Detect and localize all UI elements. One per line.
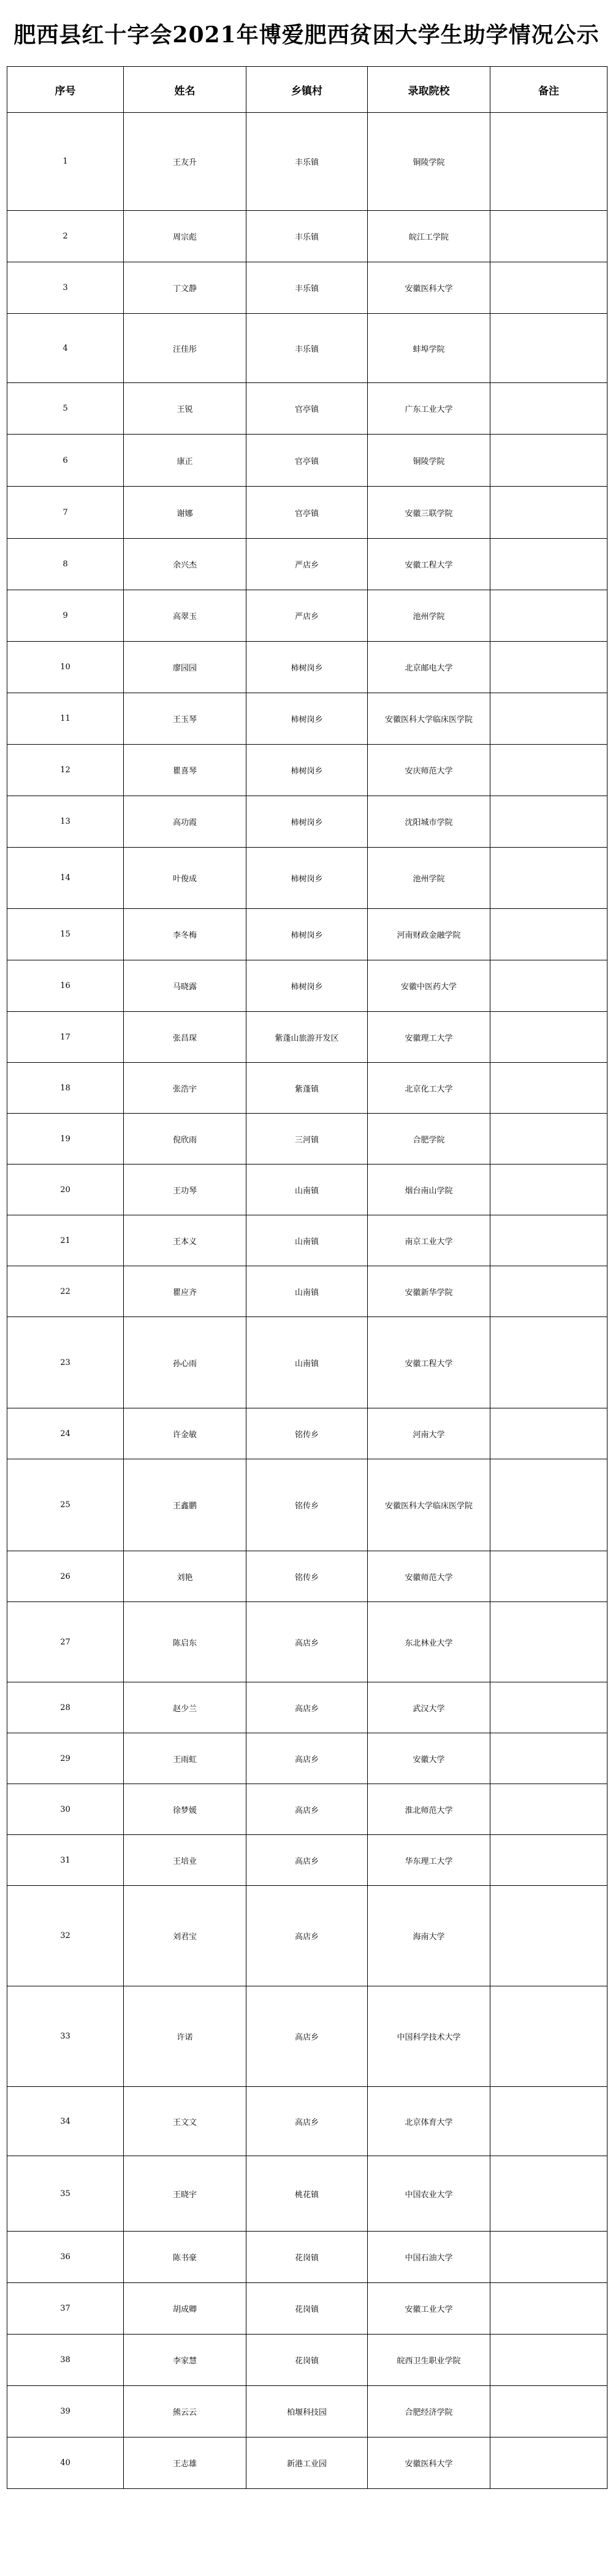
row-town-cell: 高店乡 bbox=[246, 1682, 368, 1733]
row-note-cell bbox=[490, 211, 607, 262]
header-school: 录取院校 bbox=[368, 67, 490, 113]
row-name-cell: 马晓露 bbox=[124, 960, 246, 1012]
row-town-cell: 柏堰科技园 bbox=[246, 2386, 368, 2437]
row-town-cell: 山南镇 bbox=[246, 1165, 368, 1215]
row-town-cell: 铭传乡 bbox=[246, 1408, 368, 1459]
row-town-cell: 铭传乡 bbox=[246, 1551, 368, 1602]
row-school-cell: 安徽医科大学 bbox=[368, 262, 490, 314]
row-school-cell: 中国科学技术大学 bbox=[368, 1986, 490, 2087]
row-town-cell: 桃花镇 bbox=[246, 2156, 368, 2232]
row-school-cell: 安徽新华学院 bbox=[368, 1266, 490, 1317]
row-no-cell: 6 bbox=[7, 435, 124, 487]
row-name-cell: 王晓宇 bbox=[124, 2156, 246, 2232]
row-town-cell: 高店乡 bbox=[246, 2087, 368, 2156]
row-school-cell: 池州学院 bbox=[368, 590, 490, 642]
row-no-cell: 40 bbox=[7, 2437, 124, 2489]
row-name-cell: 王锐 bbox=[124, 383, 246, 435]
row-school-cell: 中国农业大学 bbox=[368, 2156, 490, 2232]
row-note-cell bbox=[490, 2087, 607, 2156]
row-name-cell: 廖园园 bbox=[124, 642, 246, 693]
table-row bbox=[7, 1784, 607, 1835]
row-school-cell: 沈阳城市学院 bbox=[368, 796, 490, 848]
row-name-cell: 王本义 bbox=[124, 1215, 246, 1266]
row-school-cell: 安徽医科大学 bbox=[368, 2437, 490, 2489]
table-row bbox=[7, 1682, 607, 1733]
row-school-cell: 合肥经济学院 bbox=[368, 2386, 490, 2437]
row-name-cell: 王友升 bbox=[124, 113, 246, 211]
row-town-cell: 山南镇 bbox=[246, 1266, 368, 1317]
row-school-cell: 合肥学院 bbox=[368, 1114, 490, 1165]
row-no-cell: 29 bbox=[7, 1733, 124, 1784]
row-school-cell: 安徽工业大学 bbox=[368, 2283, 490, 2335]
row-note-cell bbox=[490, 487, 607, 539]
row-note-cell bbox=[490, 693, 607, 745]
row-name-cell: 康正 bbox=[124, 435, 246, 487]
row-no-cell: 23 bbox=[7, 1317, 124, 1408]
row-school-cell: 中国石油大学 bbox=[368, 2232, 490, 2283]
row-note-cell bbox=[490, 796, 607, 848]
row-note-cell bbox=[490, 1266, 607, 1317]
row-note-cell bbox=[490, 1317, 607, 1408]
row-no-cell: 30 bbox=[7, 1784, 124, 1835]
row-town-cell: 柿树岗乡 bbox=[246, 960, 368, 1012]
header-note: 备注 bbox=[490, 67, 607, 113]
row-name-cell: 王玉琴 bbox=[124, 693, 246, 745]
row-school-cell: 安徽工程大学 bbox=[368, 539, 490, 590]
row-name-cell: 高功霞 bbox=[124, 796, 246, 848]
row-no-cell: 1 bbox=[7, 113, 124, 211]
table-row bbox=[7, 1986, 607, 2087]
row-town-cell: 柿树岗乡 bbox=[246, 796, 368, 848]
table-row bbox=[7, 1886, 607, 1986]
row-town-cell: 山南镇 bbox=[246, 1215, 368, 1266]
row-note-cell bbox=[490, 1215, 607, 1266]
row-no-cell: 17 bbox=[7, 1012, 124, 1063]
table-row bbox=[7, 1551, 607, 1602]
row-note-cell bbox=[490, 1459, 607, 1551]
table-row bbox=[7, 2232, 607, 2283]
row-no-cell: 28 bbox=[7, 1682, 124, 1733]
table-row bbox=[7, 1215, 607, 1266]
row-note-cell bbox=[490, 2232, 607, 2283]
row-town-cell: 新港工业园 bbox=[246, 2437, 368, 2489]
row-school-cell: 安徽大学 bbox=[368, 1733, 490, 1784]
row-school-cell: 安徽理工大学 bbox=[368, 1012, 490, 1063]
row-town-cell: 高店乡 bbox=[246, 1835, 368, 1886]
row-town-cell: 官亭镇 bbox=[246, 435, 368, 487]
row-name-cell: 陈书豪 bbox=[124, 2232, 246, 2283]
row-name-cell: 王培业 bbox=[124, 1835, 246, 1886]
row-no-cell: 39 bbox=[7, 2386, 124, 2437]
row-school-cell: 铜陵学院 bbox=[368, 435, 490, 487]
row-note-cell bbox=[490, 435, 607, 487]
row-name-cell: 徐梦媛 bbox=[124, 1784, 246, 1835]
row-school-cell: 安徽师范大学 bbox=[368, 1551, 490, 1602]
row-name-cell: 瞿应齐 bbox=[124, 1266, 246, 1317]
row-school-cell: 皖江工学院 bbox=[368, 211, 490, 262]
row-note-cell bbox=[490, 1835, 607, 1886]
row-school-cell: 安庆师范大学 bbox=[368, 745, 490, 796]
row-no-cell: 32 bbox=[7, 1886, 124, 1986]
row-no-cell: 8 bbox=[7, 539, 124, 590]
row-note-cell bbox=[490, 539, 607, 590]
row-note-cell bbox=[490, 113, 607, 211]
row-no-cell: 10 bbox=[7, 642, 124, 693]
row-school-cell: 烟台南山学院 bbox=[368, 1165, 490, 1215]
row-name-cell: 王雨虹 bbox=[124, 1733, 246, 1784]
table-row bbox=[7, 1317, 607, 1408]
row-note-cell bbox=[490, 1165, 607, 1215]
table-row bbox=[7, 2386, 607, 2437]
row-school-cell: 皖西卫生职业学院 bbox=[368, 2335, 490, 2386]
row-school-cell: 南京工业大学 bbox=[368, 1215, 490, 1266]
row-name-cell: 胡成卿 bbox=[124, 2283, 246, 2335]
table-row bbox=[7, 2087, 607, 2156]
table-row bbox=[7, 1012, 607, 1063]
table-row bbox=[7, 1063, 607, 1114]
row-name-cell: 王功琴 bbox=[124, 1165, 246, 1215]
row-no-cell: 4 bbox=[7, 314, 124, 383]
row-note-cell bbox=[490, 642, 607, 693]
row-no-cell: 15 bbox=[7, 909, 124, 960]
row-school-cell: 铜陵学院 bbox=[368, 113, 490, 211]
row-town-cell: 紫蓬山旅游开发区 bbox=[246, 1012, 368, 1063]
row-note-cell bbox=[490, 2283, 607, 2335]
row-name-cell: 孙心雨 bbox=[124, 1317, 246, 1408]
row-name-cell: 倪欣雨 bbox=[124, 1114, 246, 1165]
row-school-cell: 淮北师范大学 bbox=[368, 1784, 490, 1835]
table-row bbox=[7, 693, 607, 745]
row-town-cell: 柿树岗乡 bbox=[246, 693, 368, 745]
row-name-cell: 陈启东 bbox=[124, 1602, 246, 1682]
row-note-cell bbox=[490, 262, 607, 314]
row-note-cell bbox=[490, 1114, 607, 1165]
table-row bbox=[7, 1835, 607, 1886]
header-no: 序号 bbox=[7, 67, 124, 113]
table-row bbox=[7, 435, 607, 487]
row-name-cell: 叶俊成 bbox=[124, 848, 246, 909]
row-name-cell: 张昌琛 bbox=[124, 1012, 246, 1063]
row-school-cell: 北京体育大学 bbox=[368, 2087, 490, 2156]
row-school-cell: 安徽中医药大学 bbox=[368, 960, 490, 1012]
row-town-cell: 严店乡 bbox=[246, 539, 368, 590]
row-name-cell: 张浩宇 bbox=[124, 1063, 246, 1114]
header-name: 姓名 bbox=[124, 67, 246, 113]
row-school-cell: 池州学院 bbox=[368, 848, 490, 909]
row-town-cell: 高店乡 bbox=[246, 1784, 368, 1835]
table-row bbox=[7, 2335, 607, 2386]
row-no-cell: 37 bbox=[7, 2283, 124, 2335]
row-no-cell: 25 bbox=[7, 1459, 124, 1551]
row-name-cell: 周宗彪 bbox=[124, 211, 246, 262]
table-row bbox=[7, 1602, 607, 1682]
aid-table bbox=[7, 66, 607, 2489]
row-note-cell bbox=[490, 590, 607, 642]
row-town-cell: 三河镇 bbox=[246, 1114, 368, 1165]
row-town-cell: 高店乡 bbox=[246, 1886, 368, 1986]
row-note-cell bbox=[490, 2156, 607, 2232]
row-name-cell: 刘君宝 bbox=[124, 1886, 246, 1986]
row-school-cell: 海南大学 bbox=[368, 1886, 490, 1986]
table-body bbox=[7, 113, 607, 2489]
row-note-cell bbox=[490, 1784, 607, 1835]
table-row bbox=[7, 1408, 607, 1459]
row-note-cell bbox=[490, 2437, 607, 2489]
row-no-cell: 35 bbox=[7, 2156, 124, 2232]
table-row bbox=[7, 848, 607, 909]
row-town-cell: 丰乐镇 bbox=[246, 211, 368, 262]
row-note-cell bbox=[490, 383, 607, 435]
row-town-cell: 官亭镇 bbox=[246, 487, 368, 539]
row-town-cell: 官亭镇 bbox=[246, 383, 368, 435]
row-no-cell: 14 bbox=[7, 848, 124, 909]
row-note-cell bbox=[490, 848, 607, 909]
row-note-cell bbox=[490, 1012, 607, 1063]
row-town-cell: 严店乡 bbox=[246, 590, 368, 642]
table-row bbox=[7, 1733, 607, 1784]
row-note-cell bbox=[490, 909, 607, 960]
row-name-cell: 谢娜 bbox=[124, 487, 246, 539]
row-no-cell: 31 bbox=[7, 1835, 124, 1886]
row-no-cell: 20 bbox=[7, 1165, 124, 1215]
row-name-cell: 李冬梅 bbox=[124, 909, 246, 960]
row-no-cell: 3 bbox=[7, 262, 124, 314]
row-town-cell: 丰乐镇 bbox=[246, 262, 368, 314]
table-row bbox=[7, 539, 607, 590]
table-row bbox=[7, 909, 607, 960]
row-town-cell: 花岗镇 bbox=[246, 2283, 368, 2335]
row-school-cell: 北京化工大学 bbox=[368, 1063, 490, 1114]
table-row bbox=[7, 642, 607, 693]
row-note-cell bbox=[490, 745, 607, 796]
table-row bbox=[7, 1266, 607, 1317]
row-no-cell: 9 bbox=[7, 590, 124, 642]
row-note-cell bbox=[490, 1408, 607, 1459]
row-no-cell: 34 bbox=[7, 2087, 124, 2156]
row-town-cell: 高店乡 bbox=[246, 1733, 368, 1784]
table-row bbox=[7, 745, 607, 796]
row-no-cell: 16 bbox=[7, 960, 124, 1012]
header-row bbox=[7, 67, 607, 113]
row-note-cell bbox=[490, 2386, 607, 2437]
row-note-cell bbox=[490, 1886, 607, 1986]
row-school-cell: 河南大学 bbox=[368, 1408, 490, 1459]
row-no-cell: 24 bbox=[7, 1408, 124, 1459]
page-title: 肥西县红十字会2021年博爱肥西贫困大学生助学情况公示 bbox=[13, 21, 600, 48]
row-name-cell: 李家慧 bbox=[124, 2335, 246, 2386]
table-row bbox=[7, 211, 607, 262]
row-town-cell: 铭传乡 bbox=[246, 1459, 368, 1551]
row-name-cell: 高翠玉 bbox=[124, 590, 246, 642]
table-row bbox=[7, 796, 607, 848]
row-town-cell: 丰乐镇 bbox=[246, 314, 368, 383]
table-row bbox=[7, 2437, 607, 2489]
row-town-cell: 高店乡 bbox=[246, 1602, 368, 1682]
row-no-cell: 36 bbox=[7, 2232, 124, 2283]
row-name-cell: 王文文 bbox=[124, 2087, 246, 2156]
row-no-cell: 21 bbox=[7, 1215, 124, 1266]
row-note-cell bbox=[490, 1986, 607, 2087]
header-town: 乡镇村 bbox=[246, 67, 368, 113]
row-name-cell: 许诺 bbox=[124, 1986, 246, 2087]
row-town-cell: 花岗镇 bbox=[246, 2232, 368, 2283]
row-town-cell: 柿树岗乡 bbox=[246, 909, 368, 960]
row-no-cell: 26 bbox=[7, 1551, 124, 1602]
row-name-cell: 许金敏 bbox=[124, 1408, 246, 1459]
row-no-cell: 11 bbox=[7, 693, 124, 745]
row-note-cell bbox=[490, 1063, 607, 1114]
row-town-cell: 紫蓬镇 bbox=[246, 1063, 368, 1114]
row-no-cell: 27 bbox=[7, 1602, 124, 1682]
row-no-cell: 12 bbox=[7, 745, 124, 796]
row-name-cell: 王志雄 bbox=[124, 2437, 246, 2489]
table-row bbox=[7, 487, 607, 539]
row-note-cell bbox=[490, 1733, 607, 1784]
table-row bbox=[7, 314, 607, 383]
row-town-cell: 柿树岗乡 bbox=[246, 745, 368, 796]
row-town-cell: 柿树岗乡 bbox=[246, 848, 368, 909]
table-row bbox=[7, 113, 607, 211]
row-name-cell: 瞿喜琴 bbox=[124, 745, 246, 796]
row-town-cell: 山南镇 bbox=[246, 1317, 368, 1408]
table-row bbox=[7, 1165, 607, 1215]
row-no-cell: 38 bbox=[7, 2335, 124, 2386]
table-row bbox=[7, 2283, 607, 2335]
row-school-cell: 安徽三联学院 bbox=[368, 487, 490, 539]
row-name-cell: 赵少兰 bbox=[124, 1682, 246, 1733]
row-name-cell: 丁文静 bbox=[124, 262, 246, 314]
row-no-cell: 18 bbox=[7, 1063, 124, 1114]
row-town-cell: 丰乐镇 bbox=[246, 113, 368, 211]
row-note-cell bbox=[490, 314, 607, 383]
row-no-cell: 33 bbox=[7, 1986, 124, 2087]
table-row bbox=[7, 262, 607, 314]
row-school-cell: 安徽医科大学临床医学院 bbox=[368, 693, 490, 745]
row-note-cell bbox=[490, 1602, 607, 1682]
row-school-cell: 安徽工程大学 bbox=[368, 1317, 490, 1408]
table-row bbox=[7, 590, 607, 642]
row-school-cell: 蚌埠学院 bbox=[368, 314, 490, 383]
row-no-cell: 22 bbox=[7, 1266, 124, 1317]
row-town-cell: 柿树岗乡 bbox=[246, 642, 368, 693]
row-note-cell bbox=[490, 1682, 607, 1733]
row-note-cell bbox=[490, 1551, 607, 1602]
table-row bbox=[7, 2156, 607, 2232]
row-school-cell: 广东工业大学 bbox=[368, 383, 490, 435]
row-school-cell: 北京邮电大学 bbox=[368, 642, 490, 693]
row-no-cell: 19 bbox=[7, 1114, 124, 1165]
row-town-cell: 花岗镇 bbox=[246, 2335, 368, 2386]
row-no-cell: 7 bbox=[7, 487, 124, 539]
row-name-cell: 刘艳 bbox=[124, 1551, 246, 1602]
row-no-cell: 2 bbox=[7, 211, 124, 262]
row-no-cell: 5 bbox=[7, 383, 124, 435]
row-name-cell: 汪佳彤 bbox=[124, 314, 246, 383]
row-school-cell: 华东理工大学 bbox=[368, 1835, 490, 1886]
table-row bbox=[7, 383, 607, 435]
row-school-cell: 东北林业大学 bbox=[368, 1602, 490, 1682]
row-town-cell: 高店乡 bbox=[246, 1986, 368, 2087]
row-school-cell: 安徽医科大学临床医学院 bbox=[368, 1459, 490, 1551]
row-name-cell: 王鑫鹏 bbox=[124, 1459, 246, 1551]
row-school-cell: 武汉大学 bbox=[368, 1682, 490, 1733]
row-no-cell: 13 bbox=[7, 796, 124, 848]
row-school-cell: 河南财政金融学院 bbox=[368, 909, 490, 960]
table-row bbox=[7, 960, 607, 1012]
row-name-cell: 余兴杰 bbox=[124, 539, 246, 590]
row-note-cell bbox=[490, 2335, 607, 2386]
row-name-cell: 熊云云 bbox=[124, 2386, 246, 2437]
table-row bbox=[7, 1459, 607, 1551]
row-note-cell bbox=[490, 960, 607, 1012]
table-row bbox=[7, 1114, 607, 1165]
